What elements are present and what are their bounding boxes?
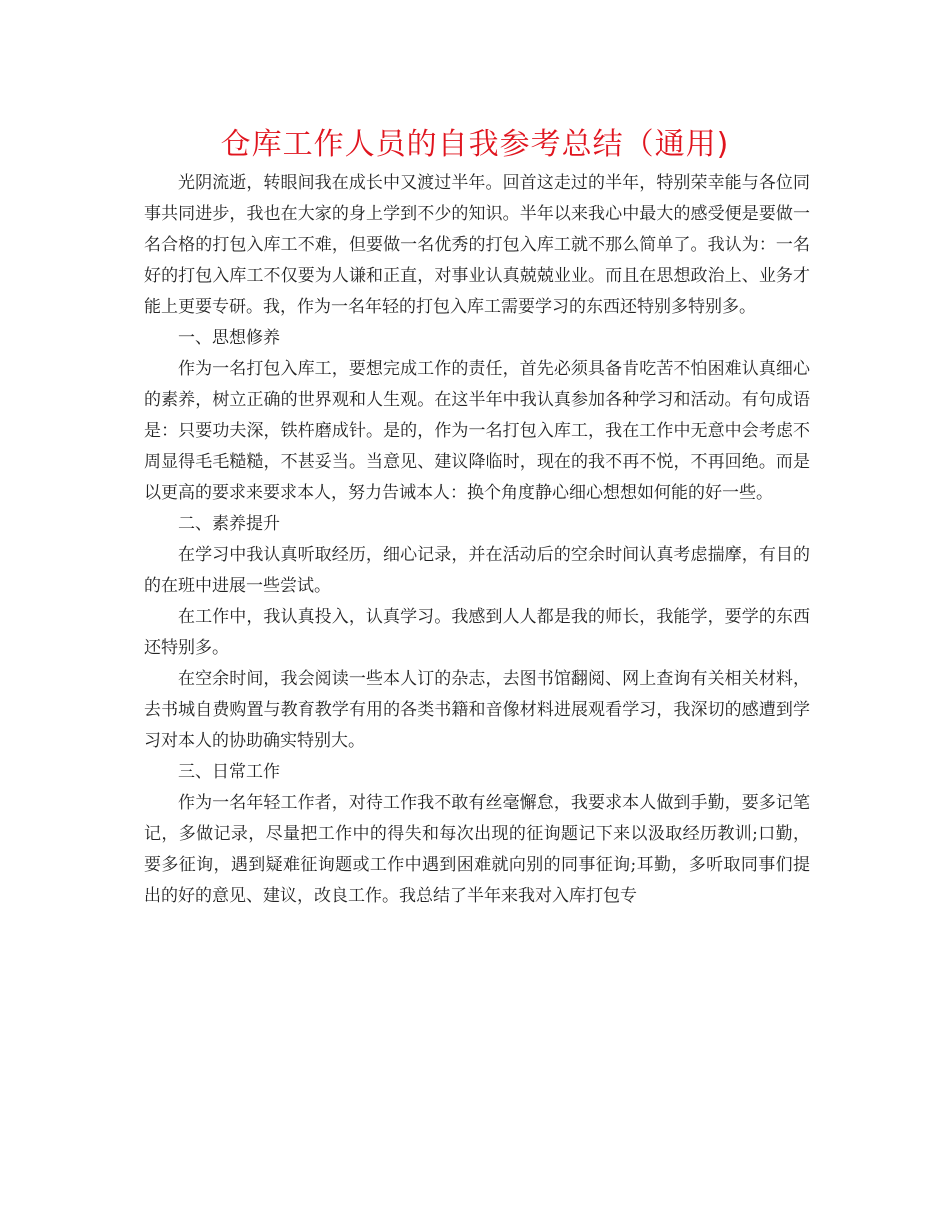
section-heading-3: 三、日常工作 [178, 762, 280, 782]
section-heading-2: 二、素养提升 [178, 514, 280, 534]
paragraph-work: 在工作中，我认真投入，认真学习。我感到人人都是我的师长，我能学，要学的东西还特别多。 [144, 607, 810, 658]
paragraph-study: 在学习中我认真听取经历，细心记录，并在活动后的空余时间认真考虑揣摩，有目的的在班中进展一些尝试。 [144, 545, 810, 596]
section-heading-1: 一、思想修养 [178, 328, 280, 348]
paragraph-ideology: 作为一名打包入库工，要想完成工作的责任，首先必须具备肯吃苦不怕困难认真细心的素养，树立正确的世界观和人生观。在这半年中我认真参加各种学习和活动。有句成语是：只要功夫深，铁杵磨成针。是的，作为一名打包入库工，我在工作中无意中会考虑不周显得毛毛糙糙，不甚妥当。当意见、建议降临时，现在的我不再不悦，不再回绝。而是以更高的要求来要求本人，努力告诫本人：换个角度静心细心想想如何能的好一些。 [144, 359, 810, 503]
paragraph-daily-work: 作为一名年轻工作者，对待工作我不敢有丝毫懈怠，我要求本人做到手勤，要多记笔记，多做记录，尽量把工作中的得失和每次出现的征询题记下来以汲取经历教训;口勤，要多征询，遇到疑难征询题或工作中遇到困难就向别的同事征询;耳勤，多听取同事们提出的好的意见、建议，改良工作。我总结了半年来我对入库打包专 [144, 793, 810, 906]
document-body [144, 168, 810, 912]
document-title: 仓库工作人员的自我参考总结（通用) [220, 127, 730, 162]
paragraph-spare-time: 在空余时间，我会阅读一些本人订的杂志，去图书馆翻阅、网上查询有关相关材料，去书城自费购置与教育教学有用的各类书籍和音像材料进展观看学习，我深切的感遭到学习对本人的协助确实特别大。 [144, 669, 810, 751]
paragraph-intro: 光阴流逝，转眼间我在成长中又渡过半年。回首这走过的半年，特别荣幸能与各位同事共同进步，我也在大家的身上学到不少的知识。半年以来我心中最大的感受便是要做一名合格的打包入库工不难，但要做一名优秀的打包入库工就不那么简单了。我认为：一名好的打包入库工不仅要为人谦和正直，对事业认真兢兢业业。而且在思想政治上、业务才能上更要专研。我，作为一名年轻的打包入库工需要学习的东西还特别多特别多。 [144, 173, 810, 317]
